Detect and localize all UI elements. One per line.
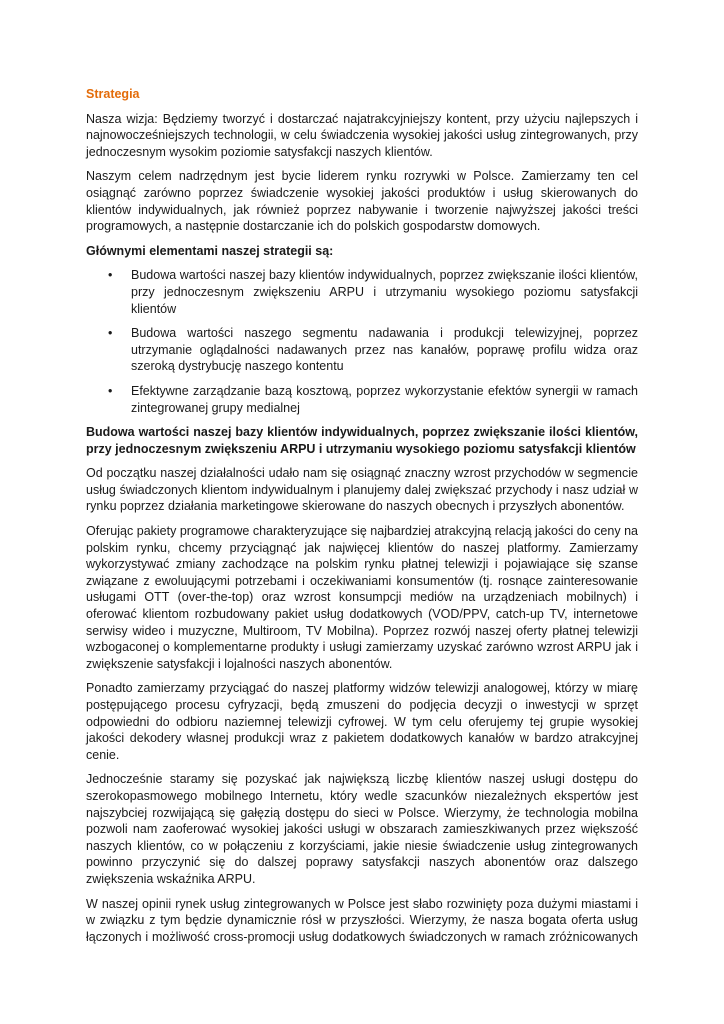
bullet-text: Budowa wartości naszego segmentu nadawania i produkcji telewizyjnej, poprzez utrzymanie oglądalności nadawanych przez nas kanałów, poprawę profilu widza oraz szeroką dystrybucję naszego kontentu	[131, 326, 638, 374]
bullet-dot-icon: •	[108, 268, 113, 283]
mobile-internet-paragraph: Jednocześnie staramy się pozyskać jak największą liczbę klientów naszej usługi dostępu do szerokopasmowego mobilnego Internetu, który wedle szacunków niezależnych ekspertów jest najszybciej rozwijającą się gałęzią dostępu do sieci w Polsce. Wierzymy, że technologia mobilna pozwoli nam zaoferować wysokiej jakości usługi w obszarach zamieszkiwanych przez większość naszych klientów, co w połączeniu z korzyściami, jakie niesie świadczenie usług zintegrowanych powinno przyczynić się do dalszej poprawy satysfakcji naszych abonentów oraz dalszego zwiększenia wskaźnika ARPU.	[86, 772, 638, 886]
bullet-item	[86, 325, 638, 375]
bullet-dot-icon: •	[108, 326, 113, 341]
bullet-item	[86, 267, 638, 317]
vision-paragraph: Nasza wizja: Będziemy tworzyć i dostarczać najatrakcyjniejszy kontent, przy użyciu najlepszych i najnowocześniejszych technologii, w celu świadczenia wysokiej jakości usług zintegrowanych, przy jednoczesnym wysokim poziomie satysfakcji naszych klientów.	[86, 111, 638, 159]
section-heading-strategia: Strategia	[86, 87, 140, 101]
bullet-item	[86, 383, 638, 416]
bullet-text: Efektywne zarządzanie bazą kosztową, poprzez wykorzystanie efektów synergii w ramach zintegrowanej grupy medialnej	[131, 383, 638, 415]
strategy-bullet-list	[86, 267, 638, 416]
goal-paragraph: Naszym celem nadrzędnym jest bycie liderem rynku rozrywki w Polsce. Zamierzamy ten cel osiągnąć zarówno poprzez świadczenie wysokiej jakości produktów i usług skierowanych do klientów indywidualnych, jak również poprzez nabywanie i tworzenie najwyższej jakości treści programowych, a następnie dostarczanie ich do polskich gospodarstw domowych.	[86, 169, 638, 234]
bullet-dot-icon: •	[108, 383, 113, 398]
integrated-services-paragraph: W naszej opinii rynek usług zintegrowanych w Polsce jest słabo rozwinięty poza dużymi miastami i w związku z tym będzie dynamicznie rósł w przyszłości. Wierzymy, że nasza bogata oferta usług łączonych i możliwość cross-promocji usług dodatkowych świadczonych w ramach zróżnicowanych	[86, 896, 638, 944]
bullet-text: Budowa wartości naszej bazy klientów indywidualnych, poprzez zwiększanie ilości klientów, przy jednoczesnym zwiększeniu ARPU i utrzymaniu wysokiego poziomu satysfakcji klientów	[131, 268, 638, 316]
subsection-title: Budowa wartości naszej bazy klientów indywidualnych, poprzez zwiększanie ilości klientów, przy jednoczesnym zwiększeniu ARPU i utrzymaniu wysokiego poziomu satysfakcji klientów	[86, 425, 638, 456]
offer-paragraph: Oferując pakiety programowe charakteryzujące się najbardziej atrakcyjną relacją jakości do ceny na polskim rynku, chcemy przyciągnąć jak najwięcej klientów do naszej platformy. Zamierzamy wykorzystywać zmiany zachodzące na polskim rynku płatnej telewizji i pojawiające się szanse związane z ewoluującymi potrzebami i oczekiwaniami konsumentów (tj. rosnące zainteresowanie usługami OTT (over-the-top) oraz wzrost konsumpcji mediów na urządzeniach mobilnych) i oferować klientom rozbudowany pakiet usług dodatkowych (VOD/PPV, catch-up TV, internetowe serwisy wideo i muzyczne, Multiroom, TV Mobilna). Poprzez rozwój naszej oferty płatnej telewizji wzbogaconej o komplementarne produkty i usługi zamierzamy uzyskać zarówno wzrost ARPU jak i zwiększenie satysfakcji i lojalności naszych abonentów.	[86, 524, 638, 671]
analog-viewers-paragraph: Ponadto zamierzamy przyciągać do naszej platformy widzów telewizji analogowej, którzy w miarę postępującego procesu cyfryzacji, będą zmuszeni do podjęcia decyzji o inwestycji w sprzęt odpowiedni do odbioru naziemnej telewizji cyfrowej. W tym celu oferujemy tej grupie wysokiej jakości dekodery własnej produkcji wraz z pakietem dodatkowych kanałów w bardzo atrakcyjnej cenie.	[86, 681, 638, 762]
revenue-paragraph: Od początku naszej działalności udało nam się osiągnąć znaczny wzrost przychodów w segmencie usług świadczonych klientom indywidualnym i planujemy dalej zwiększać przychody i nasz udział w rynku poprzez działania marketingowe skierowane do naszych obecnych i przyszłych abonentów.	[86, 466, 638, 514]
document-page	[86, 86, 638, 945]
strategy-elements-title: Głównymi elementami naszej strategii są:	[86, 243, 334, 258]
